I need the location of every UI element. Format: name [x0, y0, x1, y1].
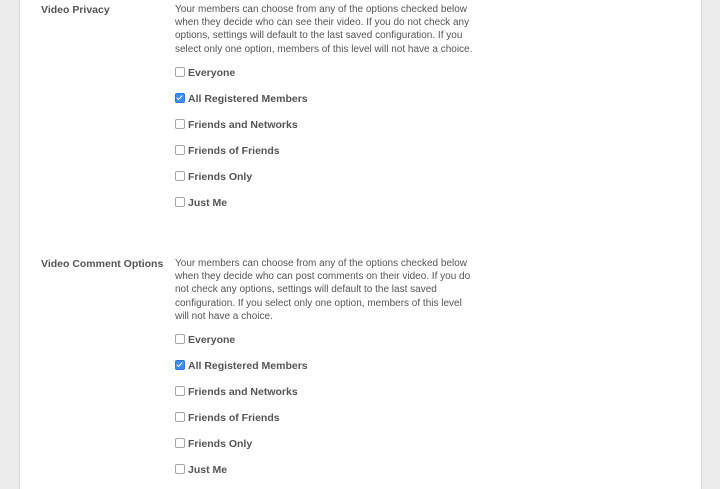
video-privacy-option-all-registered-members[interactable] [175, 92, 308, 106]
video-privacy-label: Video Privacy [41, 4, 110, 16]
option-label: All Registered Members [188, 360, 308, 372]
checkbox[interactable] [175, 119, 185, 129]
video-comment-option-everyone[interactable] [175, 333, 235, 347]
video-privacy-description: Your members can choose from any of the options checked below when they decide who can see their video. If you do not check any options, settings will default to the last saved configuration. If you select only one option, members of this level will not have a choice. [175, 4, 473, 55]
option-label: Everyone [188, 67, 236, 79]
settings-panel [19, 0, 702, 489]
checkbox-checked[interactable] [175, 360, 185, 370]
option-label: Friends Only [188, 171, 253, 183]
checkbox[interactable] [175, 145, 185, 155]
video-comment-options-label: Video Comment Options [41, 258, 164, 270]
checkbox[interactable] [175, 464, 185, 474]
checkbox[interactable] [175, 386, 185, 396]
video-privacy-option-friends-only[interactable] [175, 170, 252, 184]
video-comment-option-friends-only[interactable] [175, 437, 252, 451]
option-label: Friends Only [188, 438, 253, 450]
option-label: All Registered Members [188, 93, 308, 105]
video-comment-options-description: Your members can choose from any of the options checked below when they decide who can post comments on their video. If you do not check any options, settings will default to the last saved configuration. If you select only one option, members of this level will not have a choice. [175, 258, 471, 322]
checkbox[interactable] [175, 171, 185, 181]
option-label: Friends and Networks [188, 386, 298, 398]
option-label: Everyone [188, 334, 236, 346]
checkbox[interactable] [175, 412, 185, 422]
video-comment-option-just-me[interactable] [175, 463, 227, 477]
video-privacy-option-friends-and-networks[interactable] [175, 118, 298, 132]
checkbox[interactable] [175, 334, 185, 344]
video-comment-option-all-registered-members[interactable] [175, 359, 308, 373]
checkbox[interactable] [175, 438, 185, 448]
video-comment-option-friends-of-friends[interactable] [175, 411, 280, 425]
video-privacy-option-just-me[interactable] [175, 196, 227, 210]
option-label: Just Me [188, 464, 228, 476]
option-label: Friends and Networks [188, 119, 298, 131]
checkbox[interactable] [175, 67, 185, 77]
video-comment-option-friends-and-networks[interactable] [175, 385, 298, 399]
video-privacy-option-friends-of-friends[interactable] [175, 144, 280, 158]
checkbox-checked[interactable] [175, 93, 185, 103]
option-label: Friends of Friends [188, 145, 280, 157]
checkbox[interactable] [175, 197, 185, 207]
option-label: Just Me [188, 197, 228, 209]
option-label: Friends of Friends [188, 412, 280, 424]
video-privacy-option-everyone[interactable] [175, 66, 235, 80]
